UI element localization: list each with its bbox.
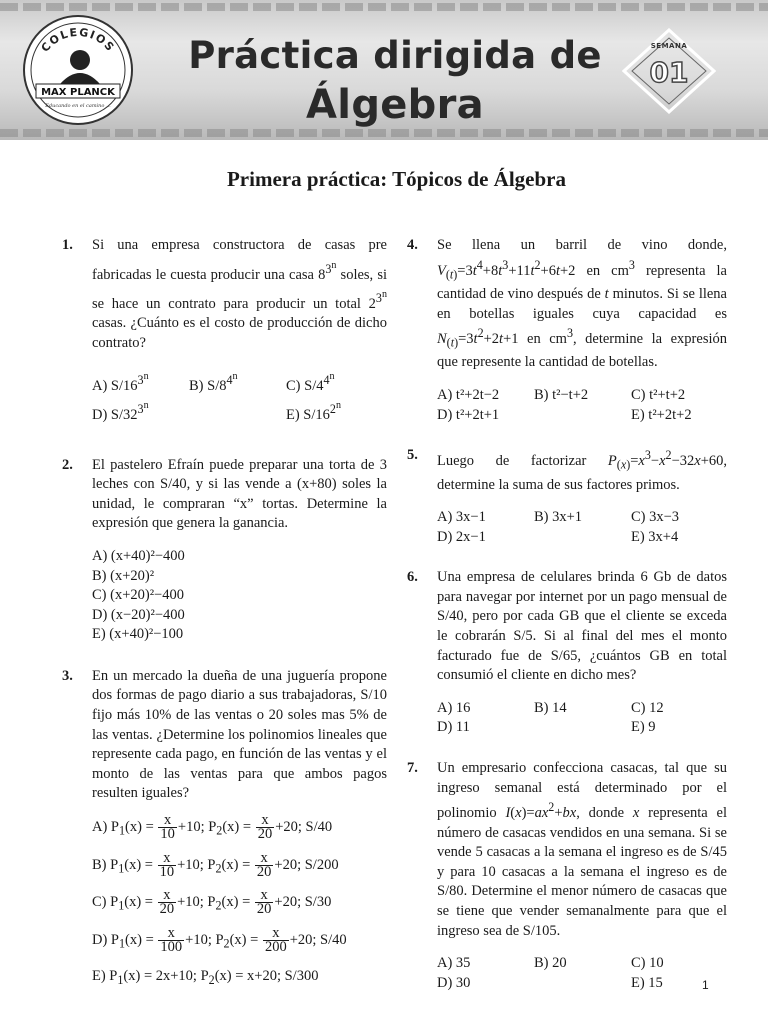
option-c[interactable]: C) $P_1(x)$ = $\frac{x}{20}$ +10; $P_2(x)$ = $\frac{x}{20}$ +20; S/30 bbox=[92, 887, 332, 918]
option-b[interactable]: B) $S/8^{4^n}$ bbox=[189, 370, 238, 394]
week-badge bbox=[622, 28, 716, 114]
question-text: Luego de factorizar $P_{(x)}=x^3-x^2-32x+60$, determine la suma de sus factores primos. bbox=[437, 448, 727, 493]
decorative-band-bottom bbox=[0, 129, 768, 137]
option-e[interactable]: E) 9 bbox=[631, 719, 656, 736]
option-e[interactable]: E) t²+2t+2 bbox=[631, 406, 692, 423]
question-text: Se llena un barril de vino donde, $V_{(t)}=3t^4+8t^3+11t^2+6t+2$ en $cm^3$ representa la cantidad de vino después de t minutos. Si se llena en botellas iguales cuya capacidad es $N_{(t)}=3t^2+2t+1$ en $cm^3$, determine la expresión que represente la cantidad de botellas. bbox=[437, 237, 727, 371]
option-c[interactable]: C) 12 bbox=[631, 699, 664, 716]
option-c[interactable]: C) $S/4^{4^n}$ bbox=[286, 370, 335, 394]
option-a[interactable]: A) (x+40)²−400 bbox=[92, 547, 185, 564]
option-e[interactable]: E) 15 bbox=[631, 974, 663, 991]
title-line-2: Álgebra bbox=[306, 82, 484, 128]
option-d[interactable]: D) 11 bbox=[437, 719, 470, 736]
question-2 bbox=[62, 456, 387, 645]
option-c[interactable]: C) (x+20)²−400 bbox=[92, 587, 184, 604]
question-number: 5. bbox=[407, 447, 418, 464]
question-text: En un mercado la dueña de una juguería propone dos formas de pago diario a sus trabajadoras, S/10 fijo más 10% de las ventas o 20 soles mas 5% de las ventas. ¿Determine los polinomios lineales que represente cada pago, en función de las ventas y el monto de las ventas para que ambos pagos resulten iguales? bbox=[92, 667, 387, 802]
option-e[interactable]: E) (x+40)²−100 bbox=[92, 626, 184, 643]
option-a[interactable]: A) 16 bbox=[437, 699, 471, 716]
question-1 bbox=[62, 236, 387, 426]
option-c[interactable]: C) 10 bbox=[631, 955, 664, 972]
answer-options bbox=[437, 508, 727, 547]
option-b[interactable]: B) 20 bbox=[534, 955, 567, 972]
option-b[interactable]: B) t²−t+2 bbox=[534, 387, 589, 403]
option-e[interactable]: E) 3x+4 bbox=[631, 528, 679, 545]
option-a[interactable]: A) 35 bbox=[437, 955, 471, 972]
question-4 bbox=[407, 236, 727, 425]
svg-text:COLEGIOS: COLEGIOS bbox=[38, 25, 118, 55]
option-d[interactable]: D) 30 bbox=[437, 974, 471, 991]
option-b[interactable]: B) (x+20)² bbox=[92, 567, 155, 584]
question-text: Una empresa de celulares brinda 6 Gb de datos para navegar por internet por un pago mensual de S/40, pero por cada GB que el cliente se exceda le cobrarán S/5. Si al final del mes el monto facturado fue de S/65, ¿cuántos GB en total consumió el cliente en dicho mes? bbox=[437, 569, 727, 684]
answer-options bbox=[92, 814, 387, 991]
question-text: Si una empresa constructora de casas pre fabricadas le cuesta producir una casa $8^{3^n}$ soles, si se hace un contrato para producir un total $2^{3^n}$ casas. ¿Cuánto es el costo de producción de dicho contrato? bbox=[92, 237, 387, 352]
answer-options bbox=[437, 699, 727, 738]
question-text: El pastelero Efraín puede preparar una torta de 3 leches con S/40, y si las vende a (x+80) soles la unidad, le compraran “x” tortas. Determine la expresión que genera la ganancia. bbox=[92, 456, 387, 532]
question-6 bbox=[407, 568, 727, 738]
option-e[interactable]: E) $S/16^{2^n}$ bbox=[286, 400, 341, 423]
question-7 bbox=[407, 759, 727, 993]
question-5 bbox=[407, 446, 727, 547]
option-d[interactable]: D) $P_1(x)$ = $\frac{x}{100}$ +10; $P_2(x)$ = $\frac{x}{200}$ +20; S/40 bbox=[92, 925, 347, 956]
page-subtitle: Primera práctica: Tópicos de Álgebra bbox=[226, 167, 567, 191]
option-b[interactable]: B) 3x+1 bbox=[534, 509, 583, 526]
title-line-1: Práctica dirigida de bbox=[188, 34, 602, 77]
option-d[interactable]: D) t²+2t+1 bbox=[437, 406, 500, 423]
option-a[interactable]: A) 3x−1 bbox=[437, 509, 486, 526]
school-logo bbox=[22, 14, 134, 126]
question-number: 1. bbox=[62, 237, 73, 253]
option-d[interactable]: D) 2x−1 bbox=[437, 528, 486, 545]
question-number: 2. bbox=[62, 456, 73, 473]
page-number: 1 bbox=[702, 978, 709, 992]
week-label: SEMANA bbox=[650, 42, 688, 50]
option-d[interactable]: D) (x−20)²−400 bbox=[92, 606, 185, 623]
question-text: Un empresario confecciona casacas, tal que su ingreso semanal está determinado por el polinomio $I(x)=ax^2+bx$, donde x representa el número de casacas vendidos en una semana. Si se vende 5 casacas a la semana el ingreso es de S/45 y para 10 casacas a la semana el ingreso es de S/80. Determine el menor número de casacas que se tiene que vender semanalmente para que el ingreso sea de S/105. bbox=[437, 760, 727, 939]
question-number: 7. bbox=[407, 760, 418, 777]
question-number: 6. bbox=[407, 569, 418, 586]
option-b[interactable]: B) $P_1(x)$ = $\frac{x}{10}$ +10; $P_2(x)$ = $\frac{x}{20}$ +20; S/200 bbox=[92, 849, 339, 880]
option-c[interactable]: C) t²+t+2 bbox=[631, 387, 686, 403]
option-b[interactable]: B) 14 bbox=[534, 699, 567, 716]
answer-options bbox=[92, 547, 387, 645]
answer-options bbox=[92, 367, 387, 426]
question-3 bbox=[62, 667, 387, 991]
right-column bbox=[407, 236, 727, 993]
header-banner bbox=[0, 0, 768, 140]
question-number: 4. bbox=[407, 237, 418, 253]
option-a[interactable]: A) $P_1(x)$ = $\frac{x}{10}$ +10; $P_2(x)$ = $\frac{x}{20}$ +20; S/40 bbox=[92, 812, 333, 843]
left-column bbox=[62, 236, 387, 991]
answer-options bbox=[437, 386, 727, 425]
svg-text:MAX PLANCK: MAX PLANCK bbox=[41, 87, 115, 98]
question-number: 3. bbox=[62, 667, 73, 684]
decorative-band-top bbox=[0, 3, 768, 11]
option-a[interactable]: A) t²+2t−2 bbox=[437, 387, 500, 403]
svg-text:Educando en el camino ...: Educando en el camino ... bbox=[45, 103, 111, 109]
option-c[interactable]: C) 3x−3 bbox=[631, 509, 680, 526]
option-d[interactable]: D) $S/32^{3^n}$ bbox=[92, 400, 149, 423]
week-number: 01 bbox=[649, 56, 689, 89]
option-a[interactable]: A) $S/16^{3^n}$ bbox=[92, 370, 149, 394]
answer-options bbox=[437, 954, 727, 993]
option-e[interactable]: E) $P_1(x) = 2x+10$; $P_2(x) = x+20$; S/300 bbox=[92, 967, 319, 987]
